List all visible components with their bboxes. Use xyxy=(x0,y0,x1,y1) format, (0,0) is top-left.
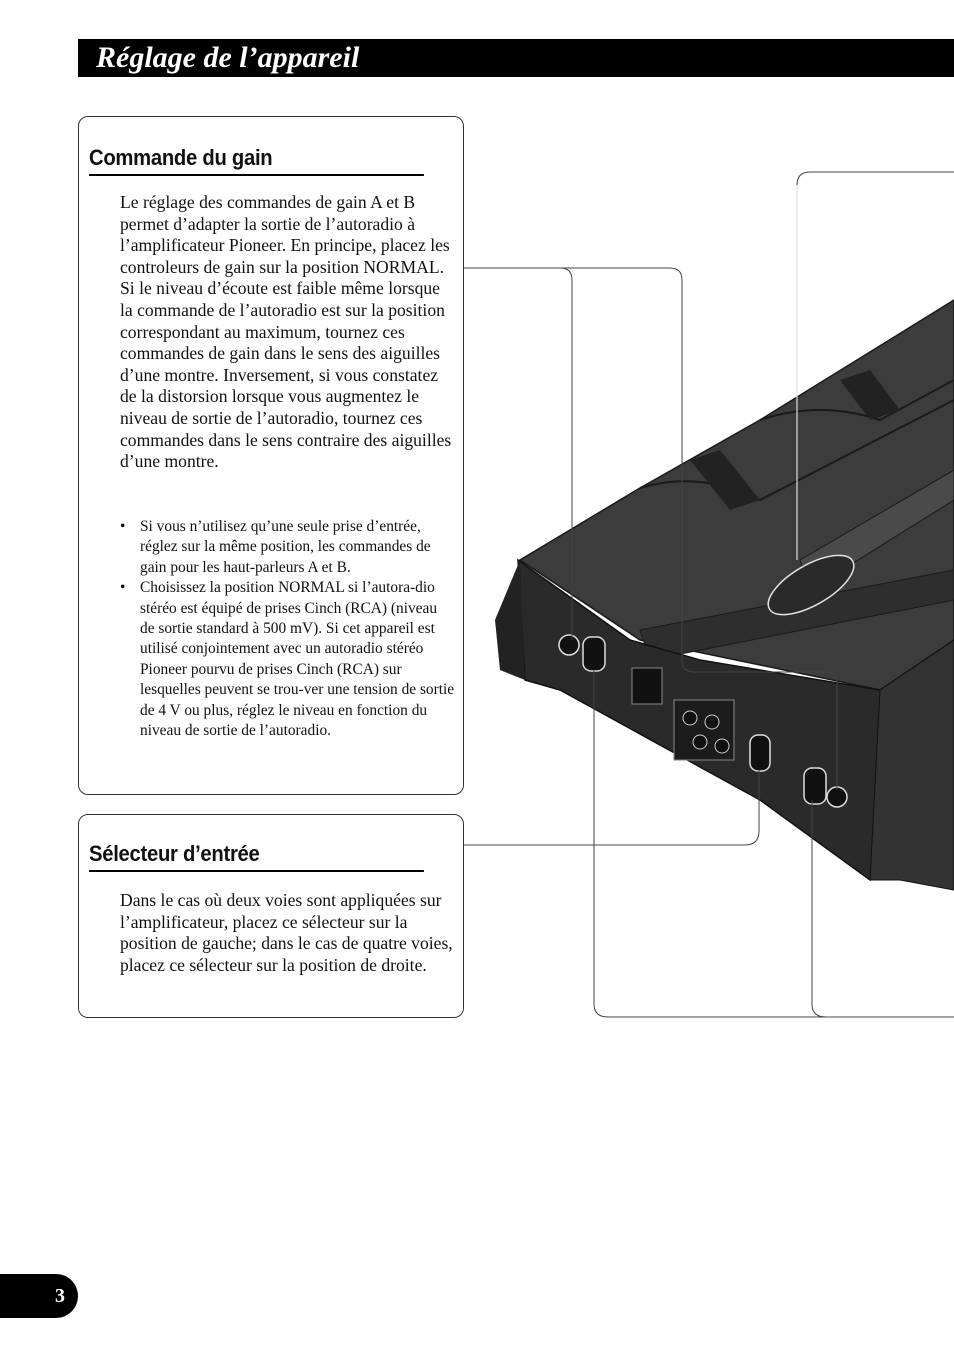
gain-paragraph: Le réglage des commandes de gain A et B permet d’adapter la sortie de l’autoradio à l’amplificateur Pioneer. En principe, placez les controleurs de gain sur la position NORMAL. Si le niveau d’écoute est faible même lorsque la commande de l’autoradio est sur la position correspondant au maximum, tournez ces commandes de gain dans le sens des aiguilles d’une montre. Inversement, si vous constatez de la distorsion lorsque vous augmentez le niveau de sortie de l’autoradio, tournez ces commandes dans le sens contraire des aiguilles d’une montre. xyxy=(120,192,452,472)
amplifier-illustration xyxy=(464,150,954,1030)
page-number: 3 xyxy=(55,1285,65,1307)
gain-note-2 xyxy=(120,578,455,741)
callout-line xyxy=(464,770,759,845)
section-header-bar xyxy=(78,39,954,77)
gain-control-box xyxy=(78,116,464,795)
callout-line xyxy=(797,172,954,185)
speaker-connector-icon xyxy=(632,668,662,704)
input-selector-switch-icon xyxy=(804,768,826,804)
section-title: Réglage de l’appareil xyxy=(96,41,360,74)
input-selector-switch-icon xyxy=(750,735,770,771)
page-number-tab xyxy=(0,1274,78,1318)
bullet: • xyxy=(120,579,126,597)
rca-jack-icon xyxy=(693,735,707,749)
bullet: • xyxy=(120,518,126,535)
rca-jack-icon xyxy=(683,711,697,725)
input-selector-box xyxy=(78,814,464,1018)
input-heading: Sélecteur d’entrée xyxy=(89,841,424,872)
gain-heading: Commande du gain xyxy=(89,145,424,176)
gain-note-1-text: Si vous n’utilisez qu’une seule prise d’entrée, réglez sur la même position, les commandes de gain pour les haut-parleurs A et B. xyxy=(140,518,431,576)
amp-foot xyxy=(495,560,525,680)
rca-jack-icon xyxy=(715,739,729,753)
gain-note-1 xyxy=(120,517,455,578)
gain-note-2-text: Choisissez la position NORMAL si l’autora-dio stéréo est équipé de prises Cinch (RCA) (niveau de sortie standard à 500 mV). Si cet appareil est utilisé conjointement avec un autoradio stéréo Pioneer pourvu de prises Cinch (RCA) sur lesquelles peuvent se trou-ver une tension de sortie de 4 V ou plus, réglez le niveau en fonction du niveau de sortie de l’autoradio. xyxy=(140,579,455,740)
gain-notes-list xyxy=(120,517,455,741)
rca-jack-icon xyxy=(705,715,719,729)
input-paragraph: Dans le cas où deux voies sont appliquées sur l’amplificateur, placez ce sélecteur sur la position de gauche; dans le cas de quatre voies, placez ce sélecteur sur la position de droite. xyxy=(120,890,453,975)
input-selector-switch-icon xyxy=(583,637,605,671)
gain-knob-a-icon xyxy=(559,635,579,655)
